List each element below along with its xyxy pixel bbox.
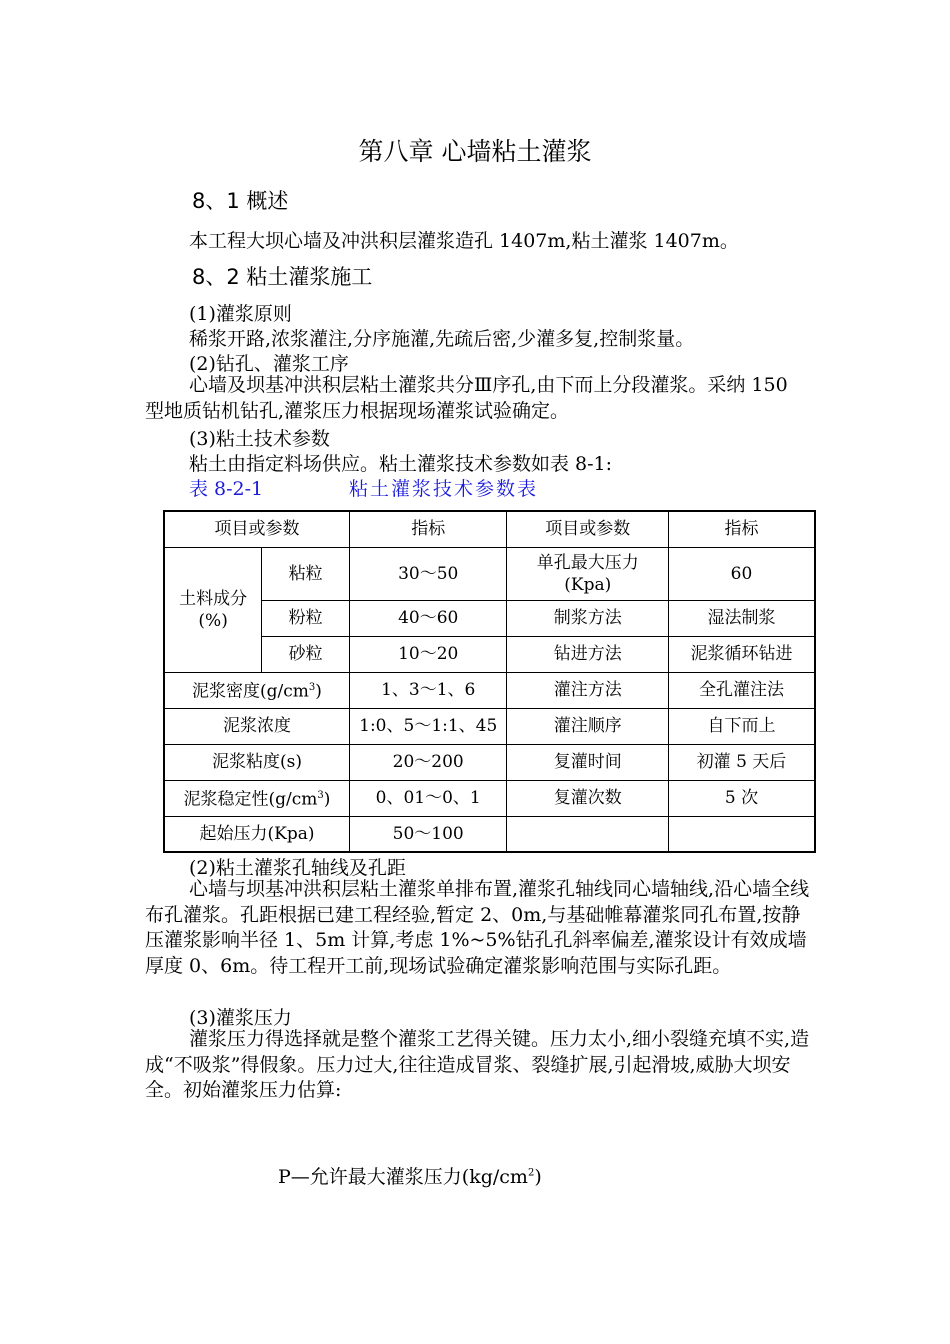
soil-composition-unit: (%)	[198, 610, 228, 631]
table-caption-number: 表 8-2-1	[189, 478, 264, 500]
grouting-principle-text: 稀浆开路,浓浆灌注,分序施灌,先疏后密,少灌多复,控制浆量。	[189, 328, 695, 350]
table-cell: 粉粒	[262, 600, 350, 636]
formula-text: P—允许最大灌浆压力(kg/cm	[278, 1166, 528, 1188]
table-row	[164, 708, 815, 744]
superscript: 3	[308, 682, 316, 694]
table-cell: 砂粒	[262, 636, 350, 672]
table-header-row	[164, 511, 815, 547]
header-value-2: 指标	[669, 511, 816, 547]
table-cell: 初灌 5 天后	[669, 744, 816, 780]
hole-spacing-text	[145, 877, 810, 979]
table-row	[164, 672, 815, 708]
table-cell: 泥浆循环钻进	[669, 636, 816, 672]
table-cell	[669, 816, 816, 852]
table-row	[164, 780, 815, 816]
table-row	[164, 600, 815, 636]
table-cell: 10～20	[349, 636, 507, 672]
table-cell: 复灌次数	[507, 780, 669, 816]
header-item-2: 项目或参数	[507, 511, 669, 547]
table-cell	[164, 780, 349, 816]
table-cell: 灌注顺序	[507, 708, 669, 744]
table-cell: 40～60	[349, 600, 507, 636]
clay-parameters-text: 粘土由指定料场供应。粘土灌浆技术参数如表 8-1:	[189, 453, 613, 475]
table-cell: 自下而上	[669, 708, 816, 744]
max-pressure-label: 单孔最大压力	[536, 552, 639, 573]
formula-superscript: 2	[527, 1167, 535, 1179]
table-cell: 50～100	[349, 816, 507, 852]
table-cell: 泥浆粘度(s)	[164, 744, 349, 780]
cell-text: 泥浆稳定性(g/cm	[183, 789, 318, 810]
cell-text: )	[323, 789, 331, 810]
hole-spacing-text-content: 心墙与坝基冲洪积层粘土灌浆单排布置,灌浆孔轴线同心墙轴线,沿心墙全线布孔灌浆。孔距根据已建工程经验,暂定 2、0m,与基础帷幕灌浆同孔布置,按静压灌浆影响半径 1、5m 计算,考虑 1%~5%钻孔孔斜率偏差,灌浆设计有效成墙厚度 0、6m。待工程开工前,现场试验确定灌浆影响范围与实际孔距。	[145, 878, 810, 977]
table-cell: 湿法制浆	[669, 600, 816, 636]
cell-text: )	[315, 681, 322, 702]
header-value-1: 指标	[349, 511, 507, 547]
section-heading-overview: 8、1 概述	[192, 189, 289, 213]
table-cell: 20～200	[349, 744, 507, 780]
page-title: 第八章 心墙粘土灌浆	[358, 137, 592, 166]
table-row	[164, 816, 815, 852]
section-heading-construction: 8、2 粘土灌浆施工	[192, 265, 373, 289]
grouting-principle-title: (1)灌浆原则	[189, 303, 292, 325]
max-pressure-unit: (Kpa)	[564, 574, 612, 595]
table-caption	[189, 474, 539, 501]
table-cell: 钻进方法	[507, 636, 669, 672]
grouting-pressure-text	[145, 1027, 810, 1104]
table-cell: 泥浆浓度	[164, 708, 349, 744]
table-cell: 灌注方法	[507, 672, 669, 708]
soil-composition-label: 土料成分	[179, 588, 248, 609]
grouting-pressure-text-content: 灌浆压力得选择就是整个灌浆工艺得关键。压力太小,细小裂缝充填不实,造成“不吸浆”得假象。压力过大,往往造成冒浆、裂缝扩展,引起滑坡,威胁大坝安全。初始灌浆压力估算:	[145, 1028, 810, 1101]
table-cell: 起始压力(Kpa)	[164, 816, 349, 852]
table-cell	[164, 672, 349, 708]
drilling-procedure-title: (2)钻孔、灌浆工序	[189, 353, 349, 375]
clay-parameters-title: (3)粘土技术参数	[189, 428, 330, 450]
table-cell	[507, 816, 669, 852]
table-cell: 30～50	[349, 547, 507, 600]
table-row	[164, 636, 815, 672]
table-cell: 制浆方法	[507, 600, 669, 636]
overview-paragraph: 本工程大坝心墙及冲洪积层灌浆造孔 1407m,粘土灌浆 1407m。	[189, 230, 739, 252]
table-cell: 粘粒	[262, 547, 350, 600]
table-cell	[507, 547, 669, 600]
drilling-procedure-text-content: 心墙及坝基冲洪积层粘土灌浆共分Ⅲ序孔,由下而上分段灌浆。采纳 150 型地质钻机钻孔,灌浆压力根据现场灌浆试验确定。	[145, 374, 788, 422]
table-cell: 1:0、5～1:1、45	[349, 708, 507, 744]
table-cell: 5 次	[669, 780, 816, 816]
table-row	[164, 744, 815, 780]
soil-composition-cell	[164, 547, 262, 672]
table-row	[164, 547, 815, 600]
formula-text-end: )	[534, 1166, 542, 1188]
drilling-procedure-text	[145, 373, 810, 424]
superscript: 3	[317, 790, 324, 802]
table-cell: 0、01～0、1	[349, 780, 507, 816]
table-cell: 复灌时间	[507, 744, 669, 780]
table-cell: 全孔灌注法	[669, 672, 816, 708]
header-item-1: 项目或参数	[164, 511, 349, 547]
table-cell: 60	[669, 547, 816, 600]
hole-spacing-title: (2)粘土灌浆孔轴线及孔距	[189, 857, 406, 879]
cell-text: 泥浆密度(g/cm	[192, 681, 309, 702]
clay-grouting-parameters-table	[163, 510, 816, 853]
table-caption-title: 粘土灌浆技术参数表	[349, 478, 539, 500]
grouting-pressure-title: (3)灌浆压力	[189, 1007, 292, 1029]
table-cell: 1、3～1、6	[349, 672, 507, 708]
pressure-formula-definition	[278, 1162, 542, 1189]
